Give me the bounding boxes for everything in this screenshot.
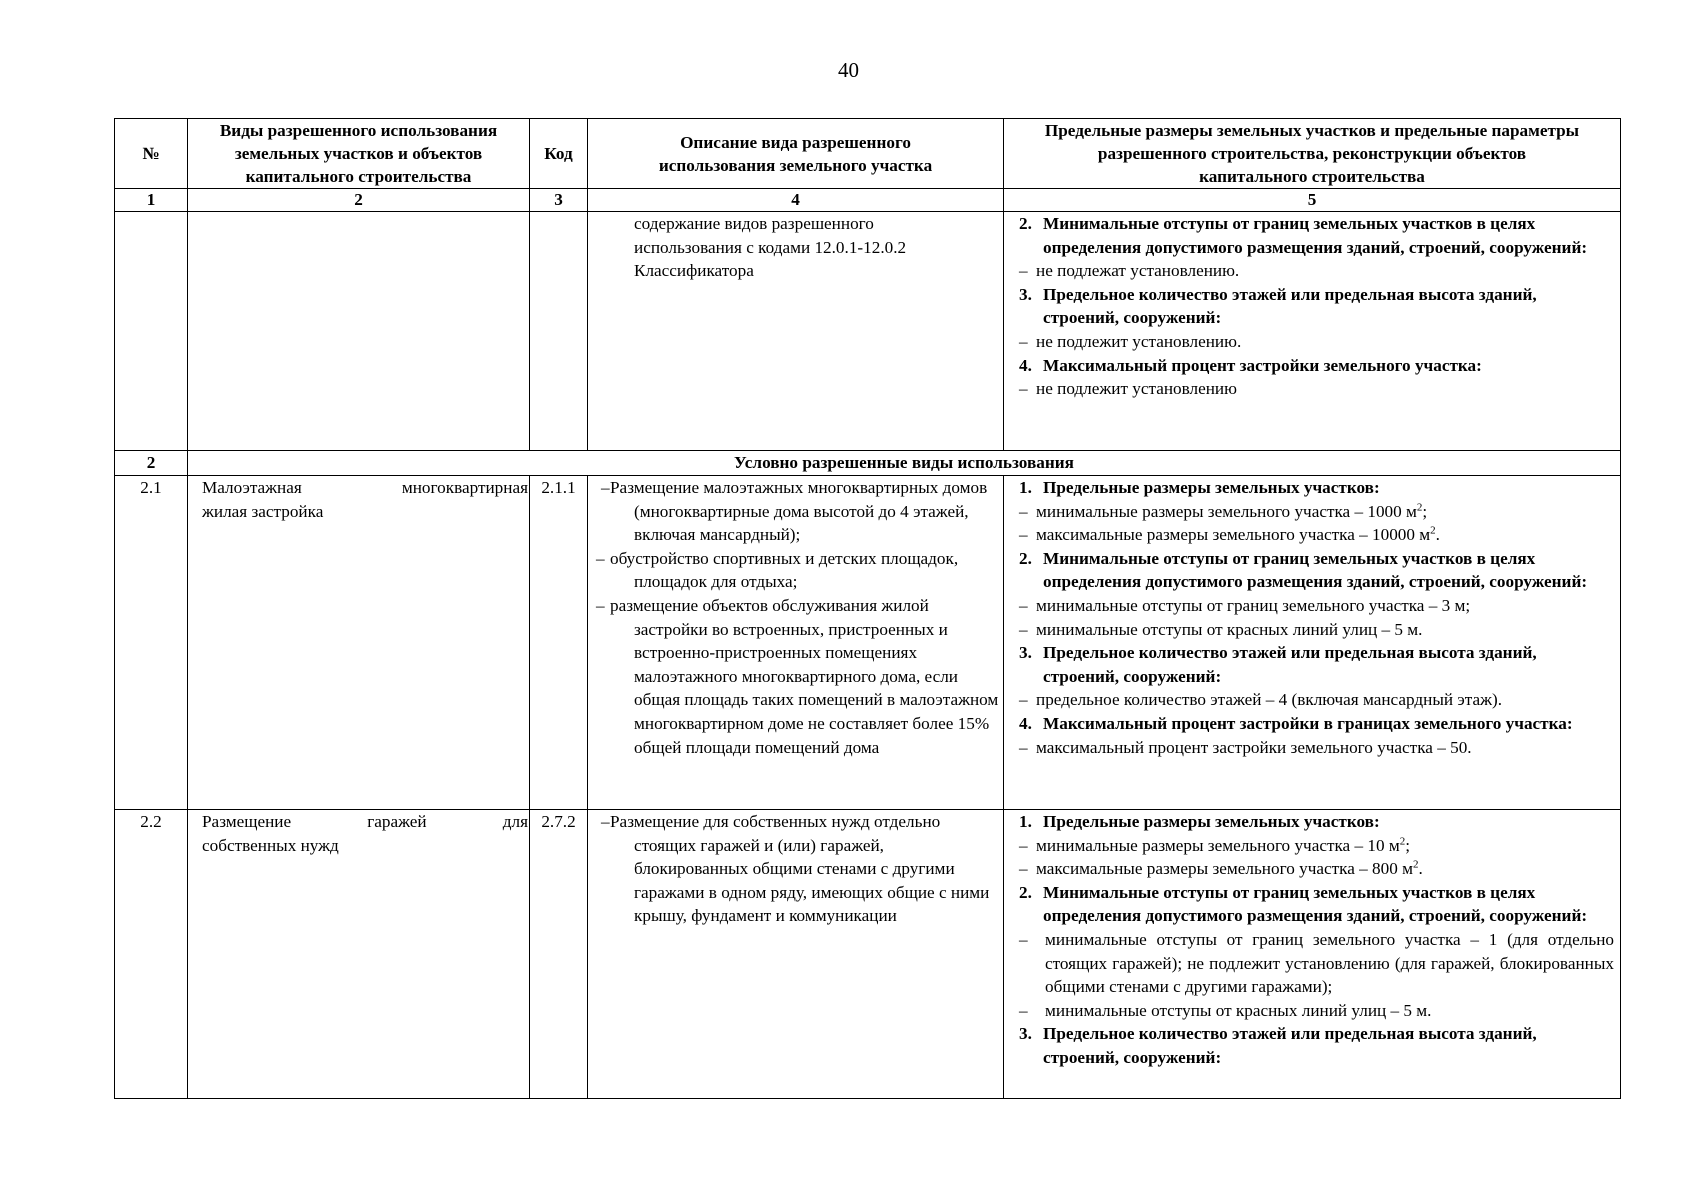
param-heading: 3. Предельное количество этажей или предельная высота зданий, строений, сооружений: [1019,1024,1537,1067]
param-item: – не подлежат установлению. [1019,261,1240,281]
column-number: 2 [188,189,530,212]
param-heading: 4. Максимальный процент застройки земельного участка: [1019,355,1482,375]
param-item: – минимальные размеры земельного участка – 10 $м^2$; [1019,834,1411,855]
header-use-type: Виды разрешенного использования земельных участков и объектов капитального строительства [188,119,530,189]
cell-code: 2.7.2 [530,810,588,1099]
description-line: Классификатора [634,261,754,281]
table-header-row [115,119,1621,189]
param-heading: 2. Минимальные отступы от границ земельных участков в целях определения допустимого размещения зданий, строений, сооружений: [1019,882,1588,926]
header-description: Описание вида разрешенного использования земельного участка [588,119,1004,189]
description-item: – Размещение для собственных нужд отдельно стоящих гаражей и (или) гаражей, блокированных общими стенами с другими гаражами в одном ряду, имеющих общие с ними крышу, фундамент и коммуникации [601,812,990,926]
table-row [115,810,1621,1099]
section-number: 2 [115,451,188,476]
param-item: – предельное количество этажей – 4 (включая мансардный этаж). [1019,690,1502,710]
cell-number [115,212,188,451]
param-item: – максимальный процент застройки земельного участка – 50. [1019,737,1472,757]
param-item: – максимальные размеры земельного участка – 10000 $м^2$. [1019,524,1440,545]
header-number: № [115,119,188,189]
page-number: 40 [838,58,859,82]
param-item: – минимальные отступы от границ земельного участка – 3 м; [1019,595,1471,615]
column-number: 4 [588,189,1004,212]
param-heading: 4. Максимальный процент застройки в границах земельного участка: [1019,713,1573,733]
cell-parameters [1004,212,1621,451]
cell-parameters [1004,476,1621,810]
cell-description [588,476,1004,810]
param-item: – минимальные отступы от красных линий улиц – 5 м. [1019,619,1423,639]
header-parameters: Предельные размеры земельных участков и предельные параметры разрешенного строительства, реконструкции объектов капитального строительства [1004,119,1621,189]
cell-use-type [188,212,530,451]
description-line: содержание видов разрешенного [634,214,874,233]
param-heading: 2. Минимальные отступы от границ земельных участков в целях определения допустимого размещения зданий, строений, сооружений: [1019,214,1588,257]
param-heading: 3. Предельное количество этажей или предельная высота зданий, строений, сооружений: [1019,643,1537,686]
description-item: – Размещение малоэтажных многоквартирных домов (многоквартирные дома высотой до 4 этажей, включая мансардный); [601,478,988,545]
param-item: – максимальные размеры земельного участка – 800 $м^2$. [1019,858,1423,879]
cell-parameters [1004,810,1621,1099]
header-code: Код [530,119,588,189]
section-title: Условно разрешенные виды использования [188,451,1621,476]
cell-number: 2.1 [115,476,188,810]
cell-code [530,212,588,451]
column-number: 5 [1004,189,1621,212]
cell-use-type: Малоэтажная многоквартирная жилая застройка [188,476,530,810]
description-item: – размещение объектов обслуживания жилой застройки во встроенных, пристроенных и встроенно-пристроенных помещениях малоэтажного многоквартирного дома, если общая площадь таких помещений в малоэтажном многоквартирном доме не составляет более 15% общей площади помещений дома [596,595,999,757]
param-heading: 1. Предельные размеры земельных участков: [1019,478,1380,497]
cell-number: 2.2 [115,810,188,1099]
param-item: – не подлежит установлению [1019,379,1237,399]
param-item: – минимальные размеры земельного участка – 1000 $м^2$; [1019,500,1428,521]
description-line: использования с кодами 12.0.1-12.0.2 [634,237,907,257]
param-item: – минимальные отступы от границ земельного участка – 1 (для отдельно стоящих гаражей); не подлежит установлению (для гаражей, блокированных общими стенами с другими гаражами); [1019,929,1614,997]
zoning-table [114,118,1621,1099]
cell-use-type: Размещение гаражей для собственных нужд [188,810,530,1099]
param-item: – не подлежит установлению. [1019,331,1242,351]
cell-code: 2.1.1 [530,476,588,810]
column-number: 3 [530,189,588,212]
table-row [115,212,1621,451]
cell-description [588,212,1004,451]
description-item: – обустройство спортивных и детских площадок, площадок для отдыха; [596,548,959,592]
param-heading: 3. Предельное количество этажей или предельная высота зданий, строений, сооружений: [1019,284,1537,328]
column-number: 1 [115,189,188,212]
cell-description [588,810,1004,1099]
table-row [115,476,1621,810]
param-heading: 1. Предельные размеры земельных участков: [1019,812,1380,831]
param-item: – минимальные отступы от красных линий улиц – 5 м. [1019,1000,1432,1020]
section-row [115,451,1621,476]
param-heading: 2. Минимальные отступы от границ земельных участков в целях определения допустимого размещения зданий, строений, сооружений: [1019,548,1588,592]
column-number-row [115,189,1621,212]
